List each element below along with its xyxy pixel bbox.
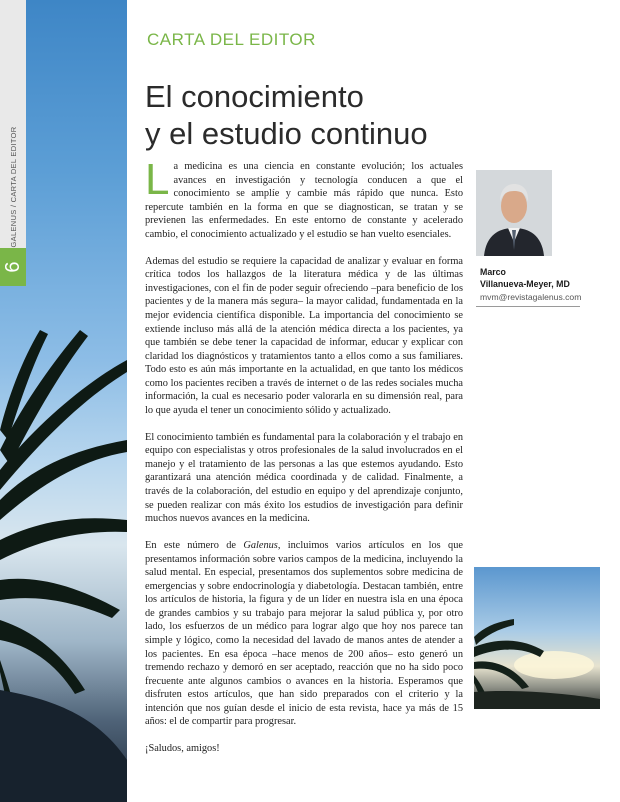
page-number: 6 [2,261,24,273]
author-divider [476,306,580,307]
paragraph-1-text: a medicina es una ciencia en constante evolución; los actuales avances en investigación y tecnología conducen a que el conocimiento se amplíe y cambie más rápido que nunca. Esto repercute también en la forma en que se diagnostican, se tratan y se previenen las enfermedades. En este entorno de constante y acelerado cambio, el conocimiento actualizado y el estudio se han vuelto esenciales. [145,161,463,240]
paragraph-4-text: , incluimos varios artículos en los que presentamos información sobre varios campos de la medicina, incluyendo la salud mental. En especial, presentamos dos suplementos sobre medicina de emergencias y sobre endocrinología y diabetología. Destacan también, entre los artículos de historia, la figura y de un líder en nuestra isla en una época de grandes cambios y su trabajo para mejorar la salud pública y, por otro lado, los esfuerzos de un médico para lograr algo que hoy nos parece tan simple y lógico, como la necesidad del lavado de manos antes de atender a los pacientes. En esa época –hace menos de 200 años– esto generó un tremendo rechazo y demoró en ser aceptado, reacción que no ha sido poco frecuente ante algunos cambios o avances en la historia. Esperamos que disfruten estos artículos, que han sido preparados con el criterio y la intención que nos guían desde el inicio de esta revista, hace ya más de 15 años: el de compartir para progresar. [145,540,463,728]
journal-name: Galenus [243,540,278,552]
author-last-name: Villanueva-Meyer, MD [480,279,570,289]
author-email: mvm@revistagalenus.com [480,292,582,302]
drop-cap: L [145,155,170,204]
section-label: GALENUS / CARTA DEL EDITOR [9,126,18,248]
article-body [145,155,463,769]
author-first-name: Marco [480,267,506,277]
paragraph-2: Ademas del estudio se requiere la capacidad de analizar y evaluar en forma crítica todos los hallazgos de la literatura médica y de las últimas investigaciones, con el fin de poder seguir ofreciendo –para beneficio de los pacientes y de la manera más segura– la mayor calidad, fundamentada en la mejor evidencia científica disponible. La importancia del conocimiento se extiende incluso más allá de la atención médica directa a los pacientes, ya que también se debe tener la capacidad de informar, educar y explicar con claridad los diagnósticos y tratamientos tanto a ellos como a sus familiares. Todo esto es aún más importante en la actualidad, en que tanto los médicos como los pacientes reciben a través de internet o de las redes sociales mucha información, la cual es necesario poder valorarla en su dimensión real, para lo que ayuda el tener un conocimiento sólido y actualizado. [145,255,463,416]
paragraph-3: El conocimiento también es fundamental para la colaboración y el trabajo en equipo con especialistas y otros profesionales de la salud involucrados en el manejo y el tratamiento de las personas a las que estemos ayudando. Esto garantizará una atención médica coordinada y de calidad. Finalmente, a través de la colaboración, del estudio en equipo y del aprendizaje conjunto, se pueden realizar con más éxito los estudios de investigación para definir muchos nuevos avances en la medicina. [145,431,463,525]
title-line-1: El conocimiento [145,79,364,114]
sunset-palm-photo [474,567,600,709]
sky-palm-image [0,0,127,802]
paragraph-1 [145,155,463,241]
author-portrait [476,170,552,256]
title-line-2: y el estudio continuo [145,116,428,151]
sunset-palm-image [474,567,600,709]
author-name [480,266,600,290]
section-kicker: CARTA DEL EDITOR [147,30,316,49]
closing-line: ¡Saludos, amigos! [145,743,220,755]
author-photo [476,170,552,256]
article-title [145,78,465,152]
paragraph-4-intro: En este número de [145,540,244,552]
paragraph-4 [145,539,463,729]
